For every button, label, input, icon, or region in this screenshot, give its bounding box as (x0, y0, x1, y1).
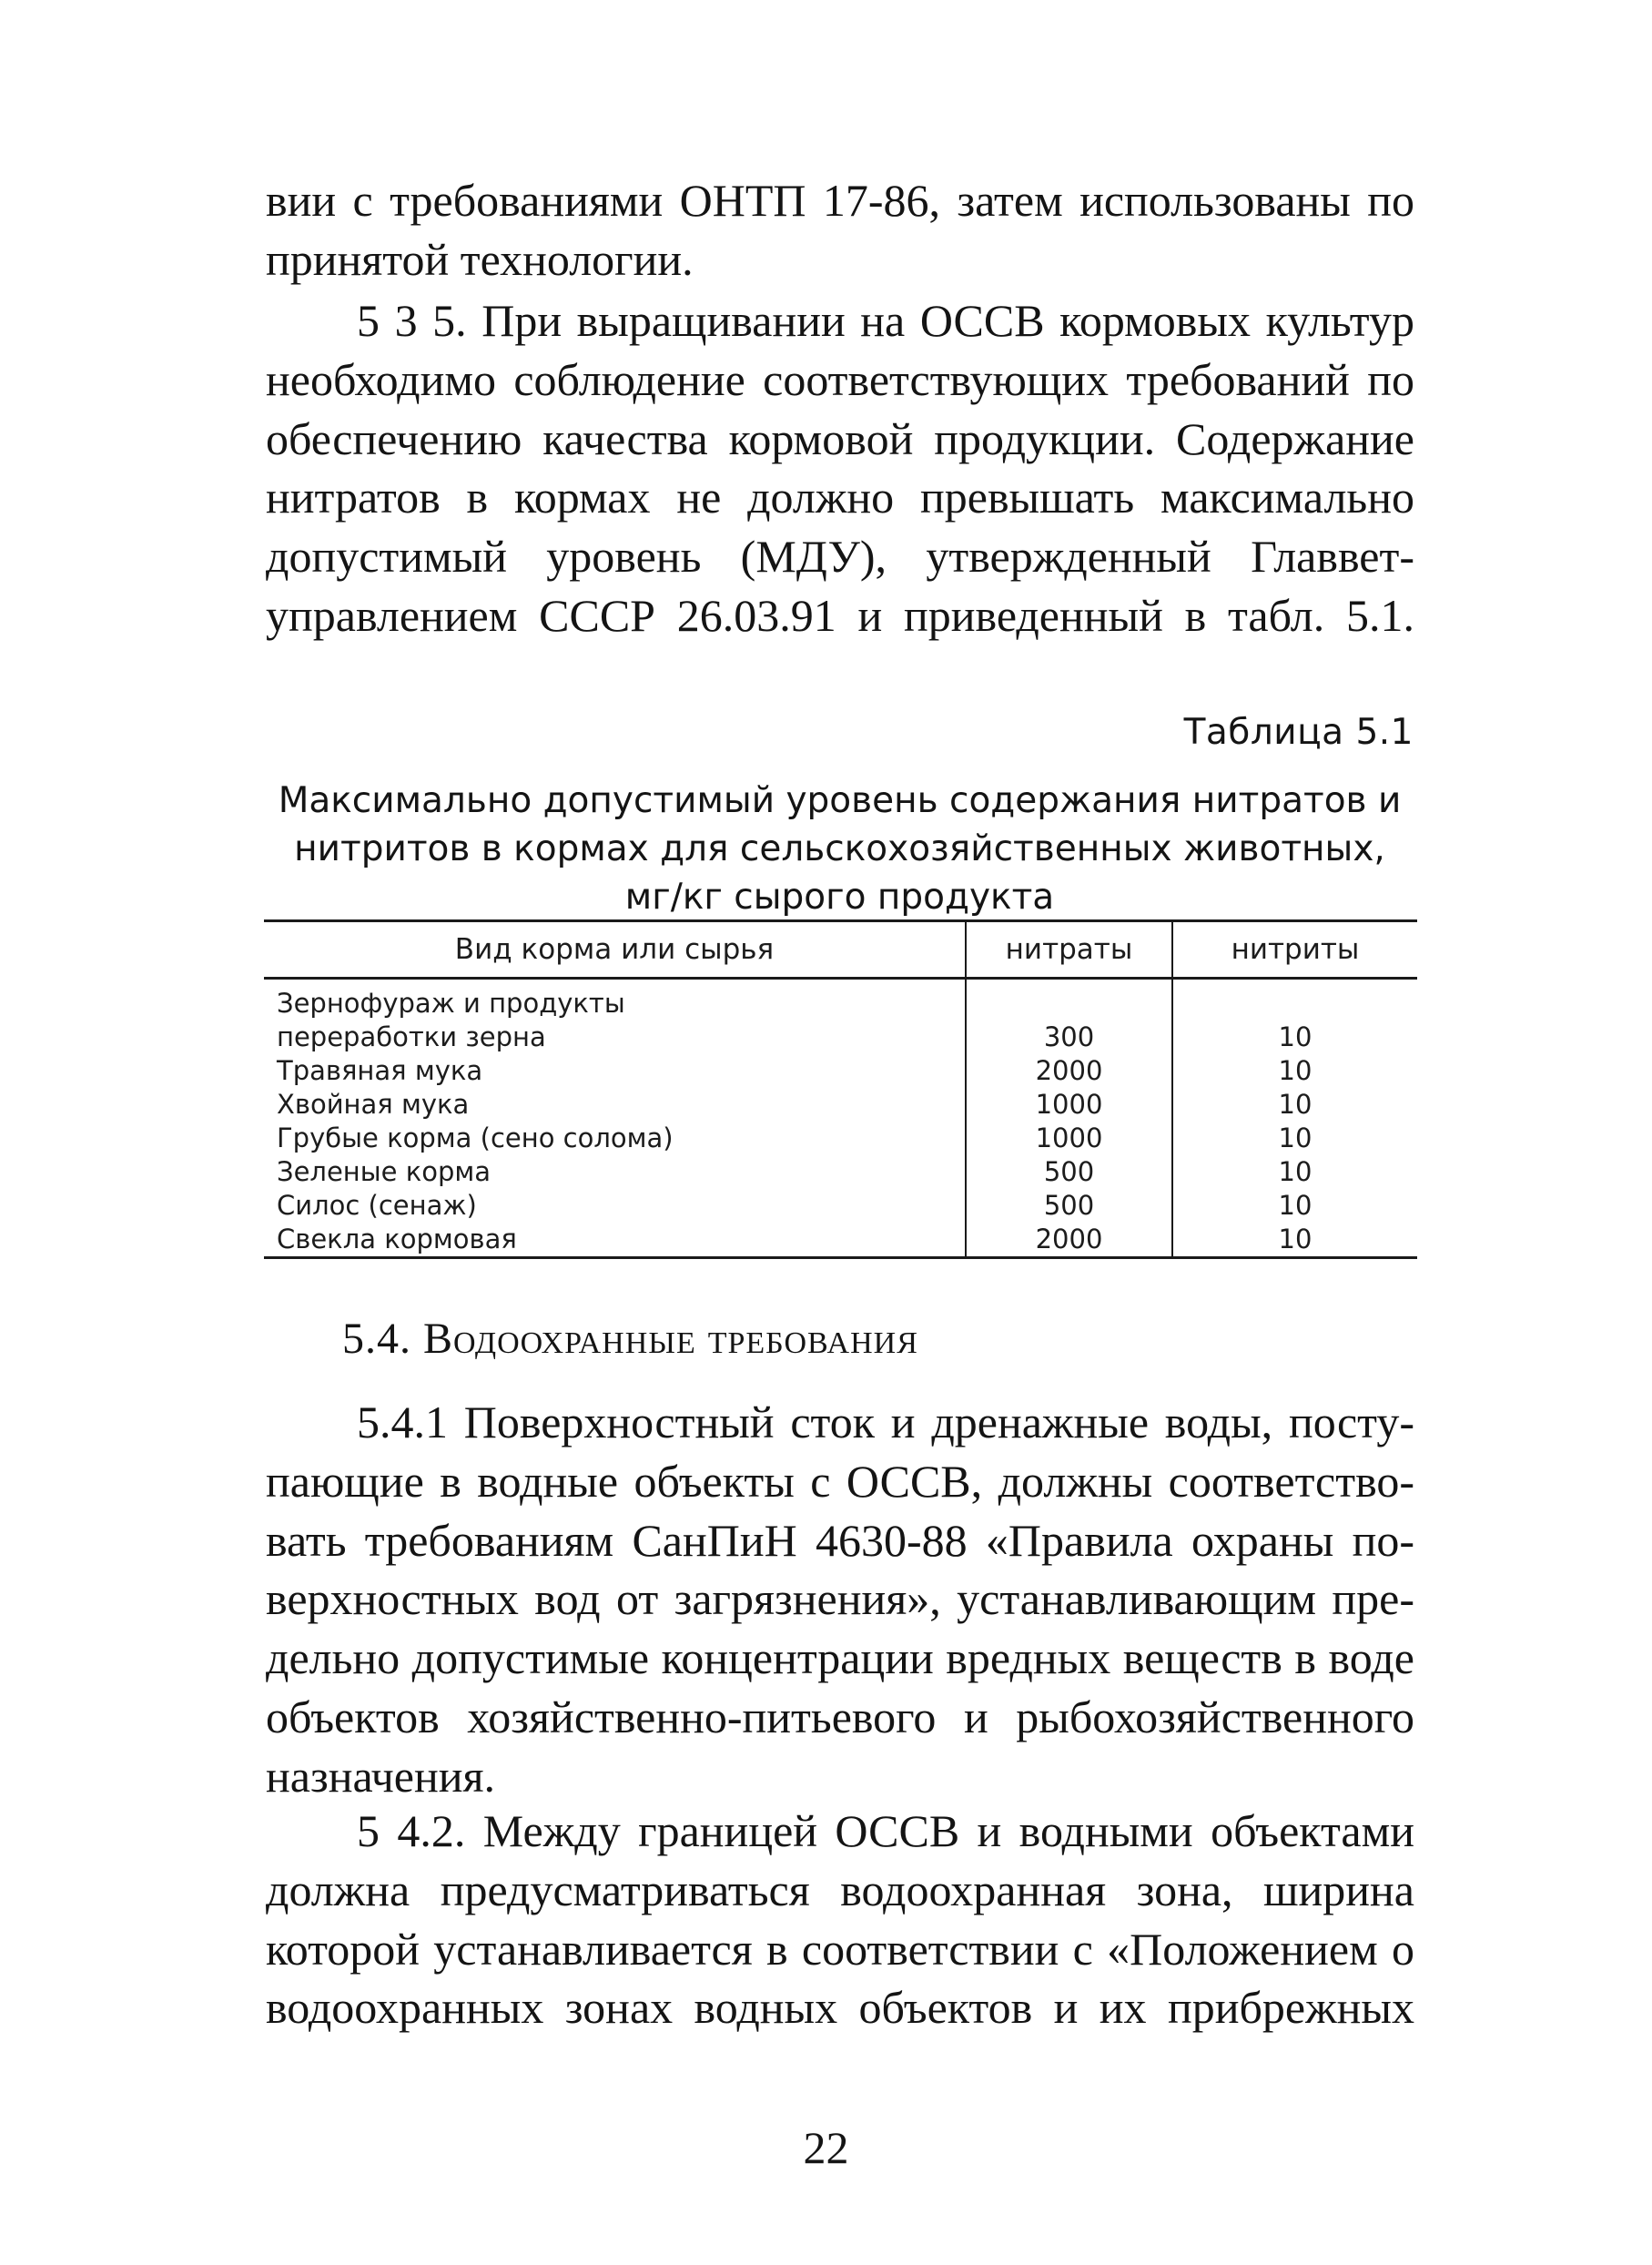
table-row (264, 1155, 1417, 1189)
table-title-line: нитритов в кормах для сельскохозяйственных животных, (294, 828, 1385, 869)
text-line: дельно допустимые концентрации вредных веществ в воде (266, 1632, 1414, 1684)
section-heading (342, 1314, 918, 1364)
table-row (264, 1189, 1417, 1223)
nitrates-cell: 500 (966, 1189, 1172, 1223)
text-line: должна предусматриваться водоохранная зона, ширина (266, 1864, 1414, 1915)
column-header-nitrites: нитриты (1172, 921, 1417, 979)
table-row (264, 1088, 1417, 1122)
nitrites-cell: 10 (1172, 1088, 1417, 1122)
nitrites-cell: 10 (1172, 1054, 1417, 1088)
table-label: Таблица 5.1 (1183, 712, 1414, 753)
feed-type-cell: Травяная мука (277, 1055, 483, 1086)
nitrates-cell: 500 (966, 1155, 1172, 1189)
text-line: пающие в водные объекты с ОССВ, должны соответство- (266, 1455, 1414, 1507)
text-line: обеспечению качества кормовой продукции. Содержание (266, 412, 1414, 464)
text-line: объектов хозяйственно-питьевого и рыбохозяйственного (266, 1691, 1414, 1742)
text-line: 5 3 5. При выращивании на ОССВ кормовых культур (357, 295, 1414, 346)
paragraph-5-4-1 (266, 1393, 1414, 1806)
feed-type-cell: Силос (сенаж) (277, 1190, 477, 1221)
text-line: 5.4.1 Поверхностный сток и дренажные воды, посту- (357, 1397, 1414, 1447)
paragraph-continuation (266, 171, 1414, 289)
table-title-line: Максимально допустимый уровень содержания нитратов и (278, 780, 1402, 821)
nitrates-cell: 300 (966, 979, 1172, 1055)
nitrites-cell: 10 (1172, 979, 1417, 1055)
paragraph-5-3-5 (266, 291, 1414, 645)
text-line: управлением СССР 26.03.91 и приведенный в табл. 5.1. (266, 589, 1414, 641)
table-row (264, 1223, 1417, 1258)
nitrates-cell: 1000 (966, 1088, 1172, 1122)
section-title: Водоохранные требования (423, 1315, 918, 1363)
text-line: вать требованиям СанПиН 4630-88 «Правила охраны по- (266, 1514, 1414, 1566)
nitrites-cell: 10 (1172, 1122, 1417, 1155)
feed-type-cell (264, 979, 966, 1055)
text-line: назначения. (266, 1750, 496, 1802)
feed-type-line: Зернофураж и продукты (277, 988, 625, 1019)
paragraph-5-4-2 (266, 1802, 1414, 2037)
nitrate-limits-table (264, 919, 1417, 1259)
text-line: вии с требованиями ОНТП 17-86, затем использованы по (266, 175, 1414, 226)
text-line: верхностных вод от загрязнения», устанавливающим пре- (266, 1573, 1414, 1625)
table-row (264, 1122, 1417, 1155)
table-header-row (264, 921, 1417, 979)
nitrites-cell: 10 (1172, 1223, 1417, 1258)
text-line: водоохранных зонах водных объектов и их прибрежных (266, 1982, 1414, 2034)
table-title (264, 777, 1415, 921)
section-number: 5.4. (342, 1315, 411, 1363)
nitrites-cell: 10 (1172, 1155, 1417, 1189)
feed-type-cell: Свекла кормовая (264, 1223, 966, 1258)
nitrates-cell: 2000 (966, 1054, 1172, 1088)
column-header-nitrates: нитраты (966, 921, 1172, 979)
page-number: 22 (803, 2122, 849, 2173)
text-line: принятой технологии. (266, 233, 694, 285)
feed-type-cell: Грубые корма (сено солома) (277, 1122, 674, 1153)
feed-type-cell: Хвойная мука (277, 1089, 470, 1120)
table-title-line: мг/кг сырого продукта (624, 877, 1055, 918)
feed-type-cell: Зеленые корма (277, 1156, 492, 1187)
text-line: необходимо соблюдение соответствующих требований по (266, 353, 1414, 405)
nitrates-cell: 2000 (966, 1223, 1172, 1258)
table-row (264, 979, 1417, 1055)
feed-type-line: переработки зерна (277, 1021, 546, 1052)
text-line: которой устанавливается в соответствии с «Положением о (266, 1923, 1414, 1975)
text-line: 5 4.2. Между границей ОССВ и водными объектами (357, 1805, 1414, 1856)
nitrites-cell: 10 (1172, 1189, 1417, 1223)
table-row (264, 1054, 1417, 1088)
text-line: нитратов в кормах не должно превышать максимально (266, 472, 1414, 523)
column-header-feed-type: Вид корма или сырья (264, 921, 966, 979)
text-line: допустимый уровень (МДУ), утвержденный Главвет- (266, 531, 1414, 583)
nitrates-cell: 1000 (966, 1122, 1172, 1155)
